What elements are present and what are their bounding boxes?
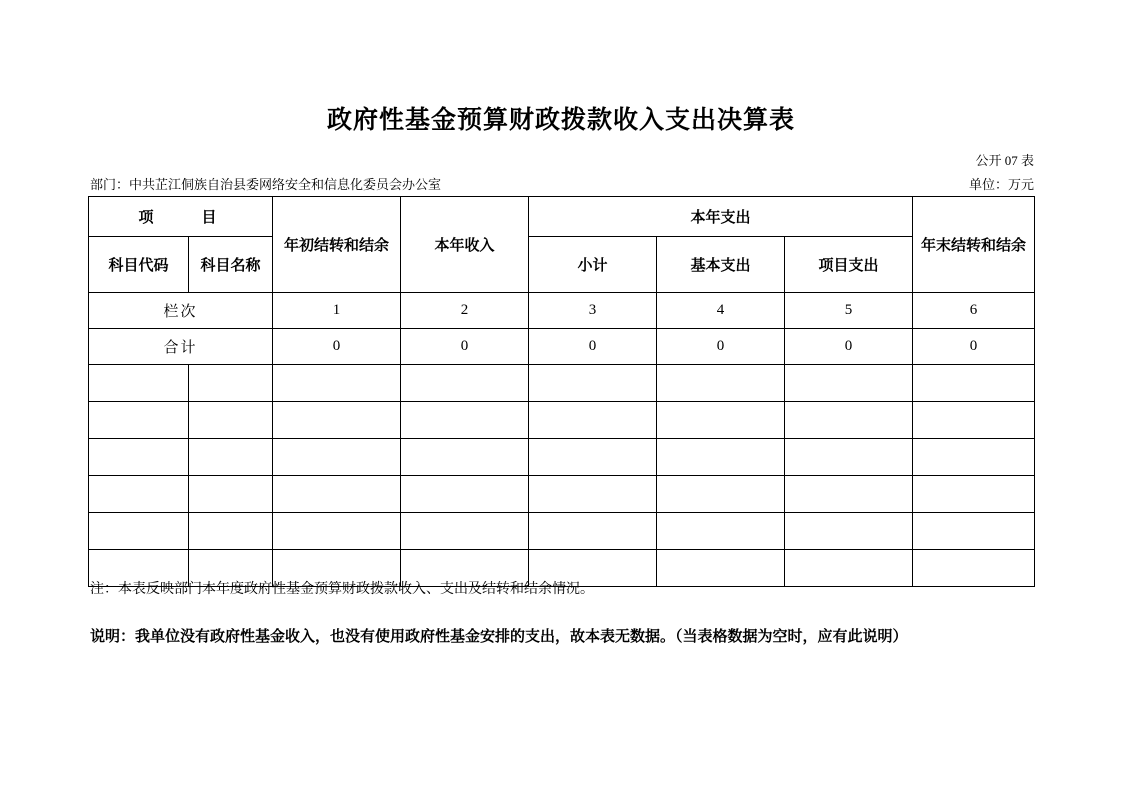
row-label: 合计 (89, 329, 273, 365)
table-cell (785, 402, 913, 439)
table-cell: 0 (401, 329, 529, 365)
table-cell (189, 513, 273, 550)
table-cell (401, 439, 529, 476)
table-cell: 6 (913, 293, 1035, 329)
table-cell (401, 402, 529, 439)
table-cell: 0 (657, 329, 785, 365)
page-title: 政府性基金预算财政拨款收入支出决算表 (326, 107, 795, 134)
table-row (89, 293, 1035, 329)
table-cell: 3 (529, 293, 657, 329)
table-cell (913, 402, 1035, 439)
header-year-income: 本年收入 (401, 197, 529, 293)
table-cell (401, 513, 529, 550)
header-project-group: 项 目 (89, 197, 273, 237)
table-row (89, 513, 1035, 550)
unit-label: 单位：万元 (968, 177, 1034, 192)
header-subject-code: 科目代码 (89, 237, 189, 293)
table-cell (913, 476, 1035, 513)
header-begin-balance: 年初结转和结余 (273, 197, 401, 293)
table-cell (657, 402, 785, 439)
table-cell (913, 365, 1035, 402)
table-row (89, 365, 1035, 402)
table-cell (657, 476, 785, 513)
header-end-balance: 年末结转和结余 (913, 197, 1035, 293)
table-header-row-2 (89, 237, 1035, 293)
department-label: 部门：中共芷江侗族自治县委网络安全和信息化委员会办公室 (90, 177, 442, 192)
table-note: 注：本表反映部门本年度政府性基金预算财政拨款收入、支出及结转和结余情况。 (90, 582, 594, 597)
table-cell (785, 513, 913, 550)
table-cell (189, 476, 273, 513)
table-cell (273, 439, 401, 476)
table-cell (913, 513, 1035, 550)
table-row (89, 439, 1035, 476)
table-cell (401, 365, 529, 402)
table-cell (273, 513, 401, 550)
header-subtotal: 小计 (529, 237, 657, 293)
table-cell: 0 (913, 329, 1035, 365)
table-cell (529, 476, 657, 513)
table-cell (657, 513, 785, 550)
table-row (89, 402, 1035, 439)
table-row (89, 329, 1035, 365)
table-cell (785, 476, 913, 513)
table-cell (913, 550, 1035, 587)
table-cell (785, 550, 913, 587)
table-cell: 0 (529, 329, 657, 365)
table-cell: 0 (273, 329, 401, 365)
table-cell (529, 365, 657, 402)
table-cell (189, 439, 273, 476)
form-number: 公开 07 表 (975, 153, 1034, 168)
row-label: 栏次 (89, 293, 273, 329)
table-cell (189, 365, 273, 402)
table-cell (913, 439, 1035, 476)
table-cell: 2 (401, 293, 529, 329)
table-cell (89, 513, 189, 550)
table-cell (657, 365, 785, 402)
table-cell (89, 365, 189, 402)
table-cell: 0 (785, 329, 913, 365)
header-expenditure-group: 本年支出 (529, 197, 913, 237)
table-cell (273, 476, 401, 513)
table-cell (657, 439, 785, 476)
table-statement: 说明：我单位没有政府性基金收入，也没有使用政府性基金安排的支出，故本表无数据。（当表格数据为空时，应有此说明） (90, 629, 908, 645)
table-cell (785, 365, 913, 402)
header-project-expenditure: 项目支出 (785, 237, 913, 293)
table-cell: 1 (273, 293, 401, 329)
table-cell (89, 439, 189, 476)
table-cell (89, 402, 189, 439)
table-header-row-1 (89, 197, 1035, 237)
header-basic-expenditure: 基本支出 (657, 237, 785, 293)
table-cell: 4 (657, 293, 785, 329)
table-cell (89, 476, 189, 513)
table-cell (189, 402, 273, 439)
table-row (89, 476, 1035, 513)
table-cell: 5 (785, 293, 913, 329)
budget-table (88, 196, 1035, 587)
table-cell (401, 476, 529, 513)
table-cell (529, 402, 657, 439)
table-cell (529, 439, 657, 476)
table-cell (273, 402, 401, 439)
table-cell (273, 365, 401, 402)
table-cell (785, 439, 913, 476)
header-subject-name: 科目名称 (189, 237, 273, 293)
table-cell (657, 550, 785, 587)
table-cell (529, 513, 657, 550)
